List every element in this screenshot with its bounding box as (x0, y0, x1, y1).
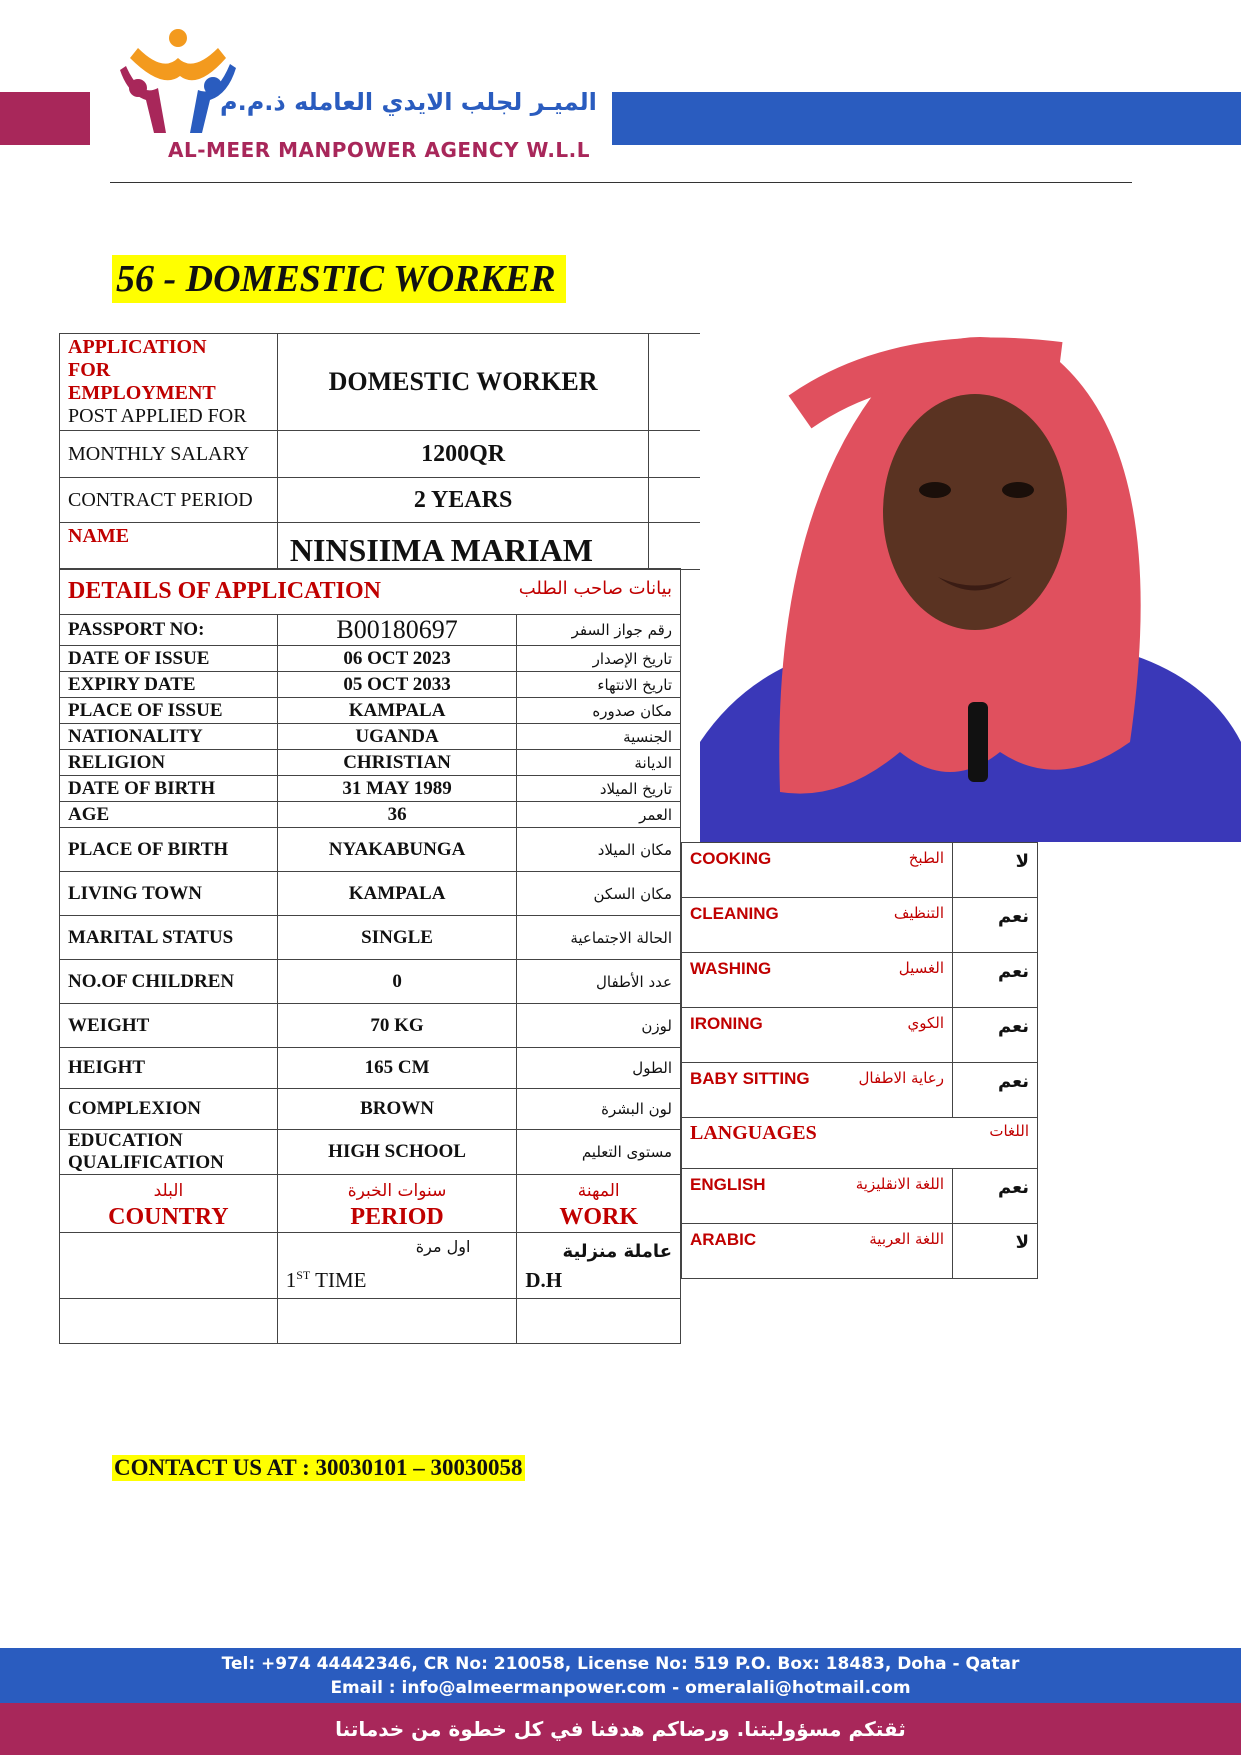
details-label-ar: رقم جواز السفر (517, 615, 681, 646)
details-label: PLACE OF ISSUE (60, 698, 278, 724)
skill-row (682, 1008, 1038, 1063)
details-label: COMPLEXION (60, 1089, 278, 1130)
details-label: DATE OF ISSUE (60, 646, 278, 672)
language-name: ARABIC (690, 1230, 757, 1249)
details-label-ar: مكان الميلاد (517, 828, 681, 872)
details-label: LIVING TOWN (60, 872, 278, 916)
details-label-ar: مستوى التعليم (517, 1130, 681, 1175)
details-row (60, 776, 681, 802)
details-heading-row (60, 569, 681, 615)
details-label-ar: لوزن (517, 1004, 681, 1048)
post-value: DOMESTIC WORKER (277, 334, 648, 431)
languages-heading-row (682, 1118, 1038, 1169)
header-divider (110, 182, 1132, 183)
languages-heading: LANGUAGES (690, 1122, 817, 1144)
experience-row (60, 1299, 681, 1344)
work-header-ar: المهنة (577, 1180, 620, 1201)
details-label-ar: العمر (517, 802, 681, 828)
header-accent-right (612, 92, 1241, 145)
details-row (60, 698, 681, 724)
period-header: PERIOD (350, 1203, 444, 1230)
details-value: UGANDA (277, 724, 517, 750)
details-label-ar: الحالة الاجتماعية (517, 916, 681, 960)
name-value: NINSIIMA MARIAM (277, 523, 648, 570)
details-label: MARITAL STATUS (60, 916, 278, 960)
details-label: RELIGION (60, 750, 278, 776)
language-row (682, 1224, 1038, 1279)
applicant-photo (700, 322, 1241, 842)
experience-period: 1ST TIME (285, 1268, 367, 1292)
skill-row (682, 843, 1038, 898)
details-value: 36 (277, 802, 517, 828)
details-label: NO.OF CHILDREN (60, 960, 278, 1004)
skill-name-ar: رعاية الاطفال (858, 1069, 944, 1087)
details-value: SINGLE (277, 916, 517, 960)
details-value: KAMPALA (277, 698, 517, 724)
details-value: 31 MAY 1989 (277, 776, 517, 802)
skill-answer: لا (953, 843, 1038, 898)
details-label-ar: عدد الأطفال (517, 960, 681, 1004)
skill-name: BABY SITTING (690, 1069, 810, 1088)
details-label: NATIONALITY (60, 724, 278, 750)
details-body (60, 615, 681, 1175)
details-label: PLACE OF BIRTH (60, 828, 278, 872)
languages-heading-ar: اللغات (989, 1122, 1029, 1140)
details-label-ar: مكان صدوره (517, 698, 681, 724)
experience-period (277, 1299, 517, 1344)
language-row (682, 1169, 1038, 1224)
name-label: NAME (60, 523, 278, 570)
details-label: WEIGHT (60, 1004, 278, 1048)
details-value: 06 OCT 2023 (277, 646, 517, 672)
agency-name-arabic: الميـر لجلب الايدي العامله ذ.م.م (220, 88, 597, 116)
details-value: BROWN (277, 1089, 517, 1130)
details-row (60, 916, 681, 960)
details-value: KAMPALA (277, 872, 517, 916)
details-row (60, 615, 681, 646)
period-header-ar: سنوات الخبرة (347, 1180, 447, 1201)
skill-answer: نعم (953, 1008, 1038, 1063)
experience-country (60, 1233, 278, 1299)
skill-name-ar: الكوي (907, 1014, 944, 1032)
skills-table (681, 842, 1038, 1279)
footer-address: Tel: +974 44442346, CR No: 210058, License No: 519 P.O. Box: 18483, Doha - Qatar (221, 1654, 1020, 1674)
skill-row (682, 953, 1038, 1008)
skill-name: WASHING (690, 959, 772, 978)
details-row (60, 750, 681, 776)
details-value: NYAKABUNGA (277, 828, 517, 872)
footer-email: Email : info@almeermanpower.com - omeralali@hotmail.com (330, 1678, 911, 1698)
footer-contact-bar (0, 1648, 1241, 1703)
details-table (59, 568, 681, 1344)
country-header: COUNTRY (108, 1203, 229, 1230)
details-label-ar: الطول (517, 1048, 681, 1089)
skill-name: CLEANING (690, 904, 779, 923)
details-label: DATE OF BIRTH (60, 776, 278, 802)
details-label-ar: لون البشرة (517, 1089, 681, 1130)
details-value: 05 OCT 2033 (277, 672, 517, 698)
details-row (60, 1048, 681, 1089)
salary-value: 1200QR (277, 431, 648, 478)
language-name-ar: اللغة الانقليزية (855, 1175, 944, 1193)
skill-answer: نعم (953, 898, 1038, 953)
header-accent-left (0, 92, 90, 145)
skill-row (682, 898, 1038, 953)
details-row (60, 646, 681, 672)
skill-name: IRONING (690, 1014, 763, 1033)
details-label-ar: تاريخ الميلاد (517, 776, 681, 802)
agency-logo-icon (118, 28, 238, 138)
contact-numbers: CONTACT US AT : 30030101 – 30030058 (114, 1455, 523, 1480)
details-heading: DETAILS OF APPLICATION (68, 578, 381, 604)
details-label: AGE (60, 802, 278, 828)
language-name-ar: اللغة العربية (869, 1230, 944, 1248)
details-label: PASSPORT NO: (60, 615, 278, 646)
details-label-ar: تاريخ الإصدار (517, 646, 681, 672)
languages-body (682, 1169, 1038, 1279)
experience-work: D.H (525, 1268, 563, 1292)
skill-row (682, 1063, 1038, 1118)
skill-name-ar: الغسيل (898, 959, 944, 977)
skill-answer: نعم (953, 953, 1038, 1008)
details-label: EDUCATION QUALIFICATION (60, 1130, 278, 1175)
details-value: CHRISTIAN (277, 750, 517, 776)
agency-name-english: AL-MEER MANPOWER AGENCY W.L.L (168, 138, 591, 162)
details-row (60, 724, 681, 750)
details-label-ar: الجنسية (517, 724, 681, 750)
details-label: HEIGHT (60, 1048, 278, 1089)
experience-work (517, 1299, 681, 1344)
work-header: WORK (559, 1203, 639, 1230)
footer-slogan: ثقتكم مسؤوليتنا. ورضاكم هدفنا في كل خطوة من خدماتنا (0, 1703, 1241, 1755)
language-name: ENGLISH (690, 1175, 766, 1194)
skills-body (682, 843, 1038, 1118)
country-header-ar: البلد (153, 1180, 184, 1201)
details-row (60, 872, 681, 916)
contract-value: 2 YEARS (277, 478, 648, 523)
details-row (60, 1089, 681, 1130)
experience-period-ar: اول مرة (415, 1237, 471, 1256)
skill-name-ar: التنظيف (893, 904, 944, 922)
details-row (60, 802, 681, 828)
details-heading-ar: بيانات صاحب الطلب (518, 578, 672, 599)
skill-name: COOKING (690, 849, 772, 868)
details-value: 165 CM (277, 1048, 517, 1089)
details-row (60, 1004, 681, 1048)
experience-work-ar: عاملة منزلية (562, 1241, 672, 1262)
skill-name-ar: الطبخ (908, 849, 944, 867)
experience-header-row (60, 1175, 681, 1233)
details-label: EXPIRY DATE (60, 672, 278, 698)
details-row (60, 672, 681, 698)
language-answer: لا (953, 1224, 1038, 1279)
post-label: POST APPLIED FOR (68, 405, 247, 427)
details-row (60, 1130, 681, 1175)
language-answer: نعم (953, 1169, 1038, 1224)
salary-label: MONTHLY SALARY (60, 431, 278, 478)
details-row (60, 960, 681, 1004)
details-value: 70 KG (277, 1004, 517, 1048)
details-label-ar: تاريخ الانتهاء (517, 672, 681, 698)
details-value: 0 (277, 960, 517, 1004)
details-label-ar: مكان السكن (517, 872, 681, 916)
details-row (60, 828, 681, 872)
experience-country (60, 1299, 278, 1344)
details-value: HIGH SCHOOL (277, 1130, 517, 1175)
details-value: B00180697 (277, 615, 517, 646)
contract-label: CONTRACT PERIOD (60, 478, 278, 523)
details-label-ar: الديانة (517, 750, 681, 776)
application-label: APPLICATION FOR EMPLOYMENT (68, 336, 216, 404)
experience-row (60, 1233, 681, 1299)
page-title: 56 - DOMESTIC WORKER (112, 255, 566, 303)
skill-answer: نعم (953, 1063, 1038, 1118)
